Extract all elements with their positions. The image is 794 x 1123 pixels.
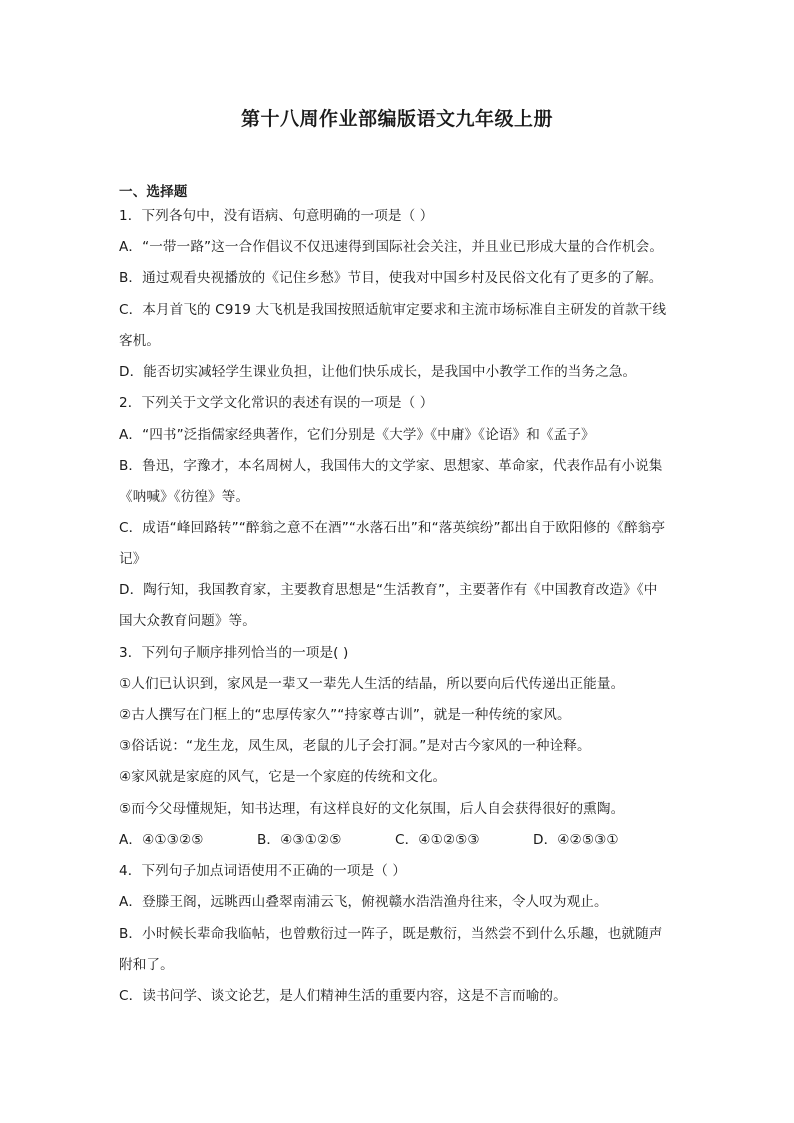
q4-option-a: A．登滕王阁，远眺西山叠翠南浦云飞，俯视赣水浩浩渔舟往来，令人叹为观止。 bbox=[119, 894, 608, 910]
q3-sentence-2: ②古人撰写在门框上的“忠厚传家久”“持家尊古训”，就是一种传统的家风。 bbox=[119, 707, 571, 723]
q3-options bbox=[119, 830, 679, 850]
q1-option-a: A．“一带一路”这一合作倡议不仅迅速得到国际社会关注，并且业已形成大量的合作机会。 bbox=[119, 239, 664, 255]
section-heading: 一、选择题 bbox=[119, 184, 188, 200]
q3-option-a: A．④①③②⑤ bbox=[119, 832, 204, 848]
page-title: 第十八周作业部编版语文九年级上册 bbox=[240, 108, 553, 130]
q4-option-b-line2: 附和了。 bbox=[119, 957, 174, 973]
q4-option-b-line1: B．小时候长辈命我临帖，也曾敷衍过一阵子，既是敷衍，当然尝不到什么乐趣，也就随声 bbox=[119, 926, 663, 942]
q2-option-d-line1: D．陶行知，我国教育家，主要教育思想是“生活教育”，主要著作有《中国教育改造》《中 bbox=[119, 582, 658, 598]
q1-option-d: D．能否切实减轻学生课业负担，让他们快乐成长，是我国中小教学工作的当务之急。 bbox=[119, 364, 637, 380]
q2-option-d-line2: 国大众教育问题》等。 bbox=[119, 613, 256, 629]
q1-option-b: B．通过观看央视播放的《记住乡愁》节目，使我对中国乡村及民俗文化有了更多的了解。 bbox=[119, 270, 663, 286]
q2-option-c-line1: C．成语“峰回路转”“醉翁之意不在酒”“水落石出”和“落英缤纷”都出自于欧阳修的《醉翁亭 bbox=[119, 520, 666, 536]
q2-option-b-line2: 《呐喊》《彷徨》等。 bbox=[119, 489, 250, 505]
q2-option-b-line1: B．鲁迅，字豫才，本名周树人，我国伟大的文学家、思想家、革命家，代表作品有小说集 bbox=[119, 458, 663, 474]
q3-sentence-5: ⑤而今父母懂规矩，知书达理，有这样良好的文化氛围，后人自会获得很好的熏陶。 bbox=[119, 801, 625, 817]
q3-option-c: C．④①②⑤③ bbox=[395, 832, 480, 848]
q1-option-c-line1: C．本月首飞的 C919 大飞机是我国按照适航审定要求和主流市场标准自主研发的首款干线 bbox=[119, 302, 667, 318]
q4-stem: 4．下列句子加点词语使用不正确的一项是（ ） bbox=[119, 863, 407, 879]
q2-option-c-line2: 记》 bbox=[119, 551, 147, 567]
q2-option-a: A．“四书”泛指儒家经典著作，它们分别是《大学》《中庸》《论语》和《孟子》 bbox=[119, 427, 595, 443]
q2-stem: 2．下列关于文学文化常识的表述有误的一项是（ ） bbox=[119, 395, 434, 411]
q3-option-b: B．④③①②⑤ bbox=[257, 832, 342, 848]
q4-option-c: C．读书问学、谈文论艺，是人们精神生活的重要内容，这是不言而喻的。 bbox=[119, 988, 567, 1004]
q3-sentence-1: ①人们已认识到，家风是一辈又一辈先人生活的结晶，所以要向后代传递出正能量。 bbox=[119, 676, 625, 692]
q3-stem: 3．下列句子顺序排列恰当的一项是( ) bbox=[119, 645, 349, 661]
q3-sentence-4: ④家风就是家庭的风气，它是一个家庭的传统和文化。 bbox=[119, 769, 447, 785]
q1-option-c-line2: 客机。 bbox=[119, 333, 161, 349]
q3-sentence-3: ③俗话说：“龙生龙，凤生凤，老鼠的儿子会打洞。”是对古今家风的一种诠释。 bbox=[119, 738, 591, 754]
q3-option-d: D．④②⑤③① bbox=[533, 832, 619, 848]
q1-stem: 1．下列各句中，没有语病、句意明确的一项是（ ） bbox=[119, 208, 434, 224]
